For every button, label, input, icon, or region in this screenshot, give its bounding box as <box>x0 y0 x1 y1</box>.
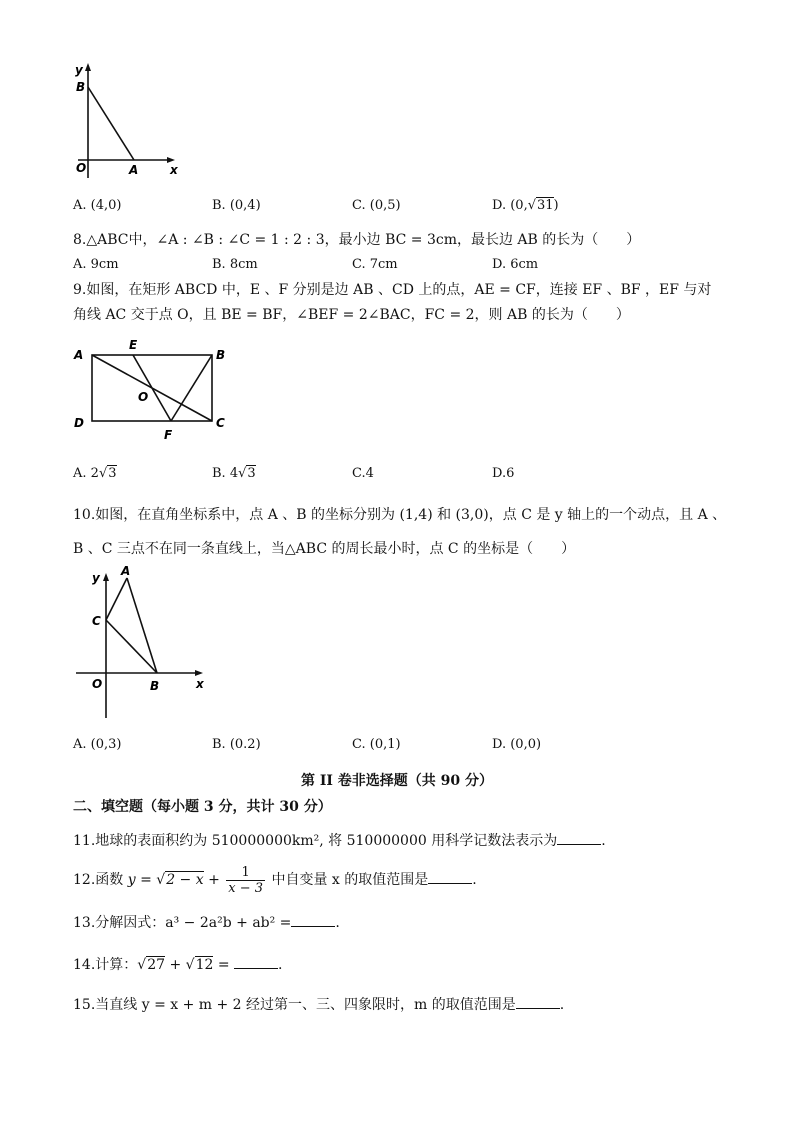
q11-end: . <box>601 833 606 849</box>
q12-y-eq: y = <box>127 872 152 888</box>
q8-option-b[interactable]: B. 8cm <box>212 257 258 272</box>
q12-post: 中自变量 x 的取值范围是 <box>271 872 429 888</box>
q14-eq: = <box>217 957 230 973</box>
q11-line <box>73 831 606 851</box>
q14-plus: + <box>169 957 182 973</box>
q9-option-d[interactable]: D.6 <box>492 466 515 481</box>
y-axis-arrow <box>85 63 91 71</box>
q9-option-a-radicand: 3 <box>108 466 117 481</box>
fig10-b-label: B <box>150 679 160 693</box>
sqrt-sign: √ <box>137 957 147 973</box>
q15-answer-blank[interactable] <box>516 996 560 1009</box>
q12-end: . <box>472 872 477 888</box>
fig9-c-label: C <box>216 416 225 430</box>
fig10-y-label: y <box>92 571 100 585</box>
q10-text-line1: 10.如图，在直角坐标系中，点 A 、B 的坐标分别为 (1,4) 和 (3,0)，点 C 是 y 轴上的一个动点，且 A 、 <box>73 507 727 523</box>
q7-option-a[interactable]: A. (4,0) <box>73 198 122 213</box>
q13-end: . <box>335 915 340 931</box>
fig10-c-label: C <box>92 614 101 628</box>
x-axis-arrow <box>195 670 203 676</box>
q10-option-d[interactable]: D. (0,0) <box>492 737 542 752</box>
q7-option-d-close: ) <box>553 198 559 213</box>
fig9-d-label: D <box>74 416 84 430</box>
q14-radicand-2: 12 <box>195 957 214 973</box>
q7-figure <box>68 60 188 185</box>
q12-pre: 12.函数 <box>73 872 124 888</box>
fig7-a-label: A <box>129 163 139 177</box>
fig7-o-label: O <box>76 161 87 175</box>
fig10-x-label: x <box>196 677 204 691</box>
segment-ab <box>127 578 157 673</box>
q12-denominator: x − 3 <box>228 880 264 896</box>
q9-option-a[interactable] <box>73 466 117 481</box>
q12-line <box>73 860 477 900</box>
q7-option-c[interactable]: C. (0,5) <box>352 198 401 213</box>
q10-option-b[interactable]: B. (0.2) <box>212 737 261 752</box>
q15-end: . <box>559 997 565 1013</box>
q9-option-b-radicand: 3 <box>247 466 256 481</box>
fig9-e-label: E <box>129 338 138 352</box>
q10-figure <box>72 562 212 722</box>
q10-option-a[interactable]: A. (0,3) <box>73 737 122 752</box>
q14-end: . <box>278 957 283 973</box>
q14-line <box>73 955 283 975</box>
q9-option-a-coef: A. 2 <box>73 466 99 481</box>
fig7-b-label: B <box>76 80 86 94</box>
q9-text-line2: 角线 AC 交于点 O，且 BE = BF，∠BEF = 2∠BAC，FC = 2，则 AB 的长为（ ） <box>73 307 630 323</box>
fig10-a-label: A <box>121 564 131 578</box>
q13-line <box>73 913 340 933</box>
q12-answer-blank[interactable] <box>428 871 472 884</box>
sqrt-sign: √ <box>98 466 108 481</box>
q12-numerator: 1 <box>226 865 265 881</box>
q14-answer-blank[interactable] <box>234 956 278 969</box>
q9-option-c[interactable]: C.4 <box>352 466 374 481</box>
q9-option-b-coef: B. 4 <box>212 466 239 481</box>
q14-radicand-1: 27 <box>147 957 166 973</box>
q9-text-line1: 9.如图，在矩形 ABCD 中，E 、F 分别是边 AB 、CD 上的点，AE = CF，连接 EF 、BF ，EF 与对 <box>73 282 712 298</box>
q9-figure <box>70 335 235 443</box>
q12-plus: + <box>208 872 220 888</box>
sqrt-sign: √ <box>185 957 195 973</box>
q14-pre: 14.计算： <box>73 957 138 973</box>
y-axis-arrow <box>103 573 109 581</box>
q8-text: 8.△ABC中，∠A : ∠B : ∠C = 1 : 2 : 3，最小边 BC = 3cm，最长边 AB 的长为（ ） <box>73 232 641 248</box>
q12-radicand: 2 − x <box>166 872 204 888</box>
q7-option-d-prefix: D. (0, <box>492 198 528 213</box>
fig9-f-label: F <box>164 428 173 442</box>
q8-option-a[interactable]: A. 9cm <box>73 257 119 272</box>
fig9-b-label: B <box>216 348 226 362</box>
q15-text: 15.当直线 y = x + m + 2 经过第一、三、四象限时，m 的取值范围是 <box>73 997 516 1013</box>
q7-option-b[interactable]: B. (0,4) <box>212 198 261 213</box>
sqrt-sign: √ <box>156 872 166 888</box>
q11-answer-blank[interactable] <box>557 832 601 845</box>
q10-text-line2: B 、C 三点不在同一条直线上，当△ABC 的周长最小时，点 C 的坐标是（ ） <box>73 541 576 557</box>
q13-text: 13.分解因式：a³ − 2a²b + ab² = <box>73 915 292 931</box>
segment-ef <box>133 355 171 421</box>
q8-option-c[interactable]: C. 7cm <box>352 257 398 272</box>
q9-option-b[interactable] <box>212 466 256 481</box>
sqrt-sign: √ <box>238 466 247 481</box>
q13-answer-blank[interactable] <box>291 914 335 927</box>
q10-option-c[interactable]: C. (0,1) <box>352 737 401 752</box>
q15-line <box>73 995 564 1015</box>
segment-ab <box>88 87 134 160</box>
segment-ca <box>106 578 127 620</box>
q12-fraction <box>226 865 265 896</box>
q7-option-d[interactable] <box>492 198 559 213</box>
q7-option-d-radicand: 31 <box>537 198 554 213</box>
q8-option-d[interactable]: D. 6cm <box>492 257 539 272</box>
part-title: 二、填空题（每小题 3 分，共计 30 分） <box>73 799 332 815</box>
q11-text: 11.地球的表面积约为 510000000km², 将 510000000 用科学记数法表示为 <box>73 833 558 849</box>
fig7-x-label: x <box>170 163 178 177</box>
sqrt-sign: √ <box>527 198 536 213</box>
fig9-a-label: A <box>74 348 84 362</box>
fig10-o-label: O <box>92 677 103 691</box>
fig7-y-label: y <box>75 63 83 77</box>
segment-bf <box>171 355 212 421</box>
section-title: 第 II 卷非选择题（共 90 分） <box>300 773 494 789</box>
fig9-o-label: O <box>138 390 149 404</box>
